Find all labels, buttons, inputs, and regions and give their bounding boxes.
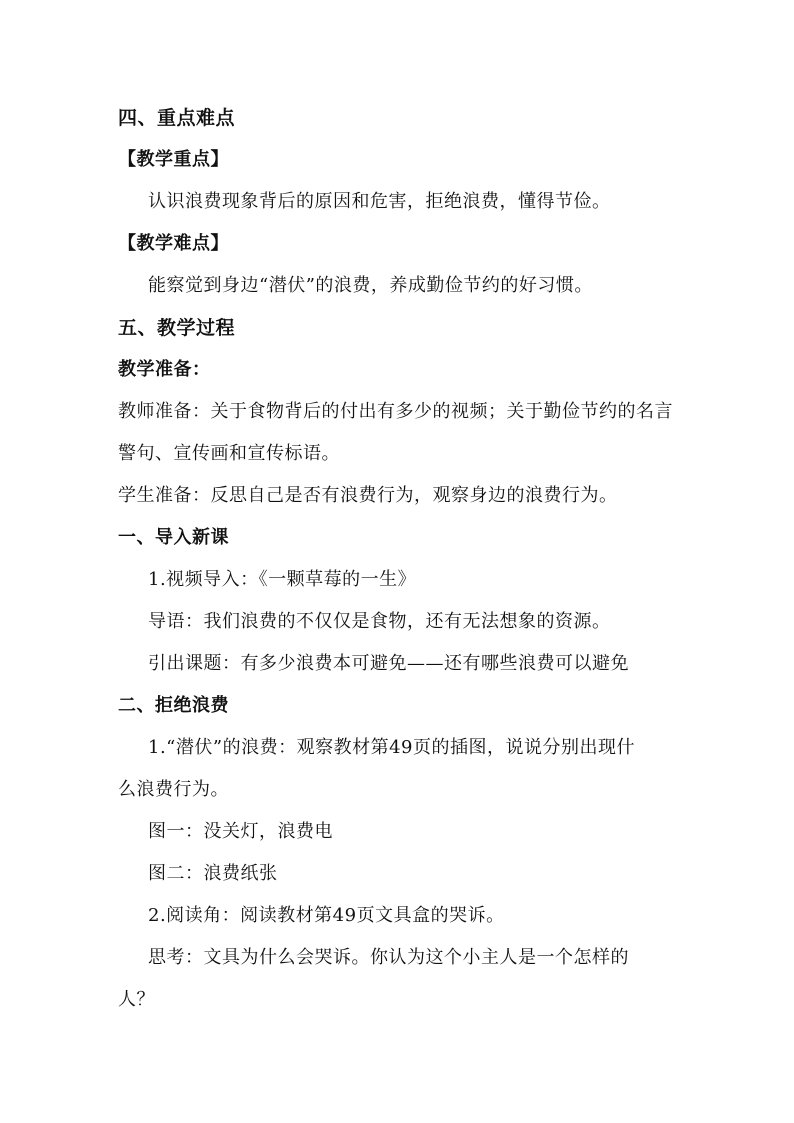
part2-item1-line-2: 么浪费行为。 [118, 779, 229, 800]
section-heading-process: 五、教学过程 [118, 317, 236, 339]
difficulty-text: 能察觉到身边“潜伏”的浪费，养成勤俭节约的好习惯。 [148, 275, 593, 296]
teacher-prep-line-2: 警句、宣传画和宣传标语。 [118, 443, 340, 464]
student-prep: 学生准备：反思自己是否有浪费行为，观察身边的浪费行为。 [118, 485, 618, 506]
prep-label: 教学准备： [118, 359, 211, 380]
part1-item-video: 1.视频导入：《一颗草莓的一生》 [148, 569, 417, 590]
part1-topic: 引出课题：有多少浪费本可避免——还有哪些浪费可以避免 [148, 653, 629, 674]
part2-think-line-1: 思考：文具为什么会哭诉。你认为这个小主人是一个怎样的 [148, 947, 629, 968]
part2-item2: 2.阅读角：阅读教材第49页文具盒的哭诉。 [148, 905, 505, 926]
part2-heading: 二、拒绝浪费 [118, 695, 229, 716]
part1-heading: 一、导入新课 [118, 527, 229, 548]
teacher-prep-line-1: 教师准备：关于食物背后的付出有多少的视频；关于勤俭节约的名言 [118, 401, 673, 422]
part1-guide: 导语：我们浪费的不仅仅是食物，还有无法想象的资源。 [148, 611, 611, 632]
section-heading-key-points: 四、重点难点 [118, 107, 236, 129]
part2-fig1: 图一：没关灯，浪费电 [148, 821, 333, 842]
key-point-label: 【教学重点】 [118, 149, 229, 170]
part2-fig2: 图二：浪费纸张 [148, 863, 278, 884]
key-point-text: 认识浪费现象背后的原因和危害，拒绝浪费，懂得节俭。 [148, 191, 611, 212]
part2-think-line-2: 人？ [118, 989, 155, 1010]
part2-item1-line-1: 1.“潜伏”的浪费：观察教材第49页的插图，说说分别出现什 [148, 737, 635, 758]
difficulty-label: 【教学难点】 [118, 233, 229, 254]
